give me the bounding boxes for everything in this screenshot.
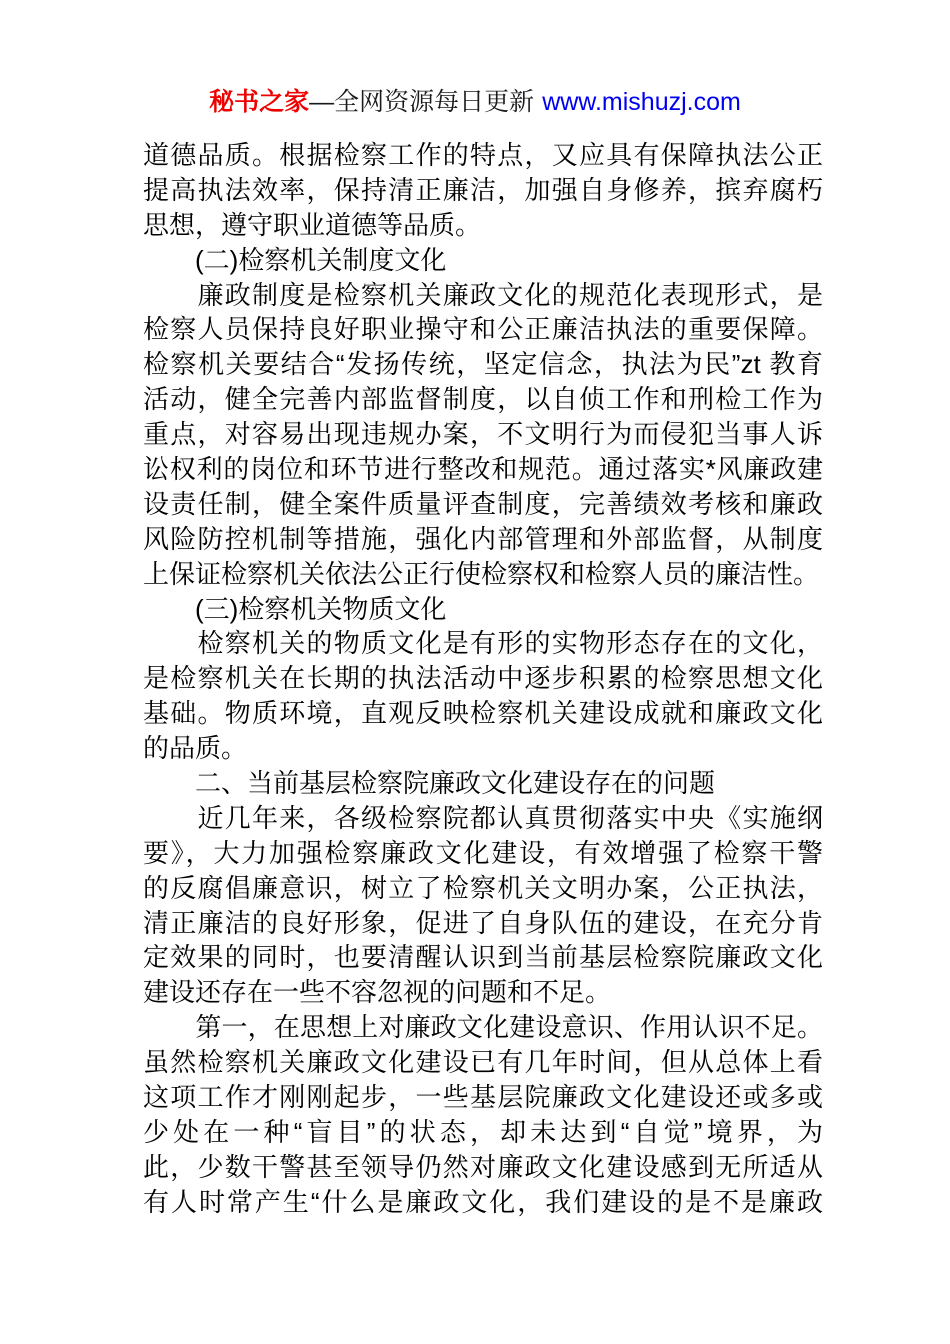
- header-separator: —: [309, 88, 335, 116]
- document-body: [143, 138, 823, 1220]
- text-line: 设责任制，健全案件质量评查制度，完善绩效考核和廉政: [143, 488, 823, 519]
- section-heading: (二)检察机关制度文化: [143, 244, 447, 275]
- text-line: 提高执法效率，保持清正廉洁，加强自身修养，摈弃腐朽: [143, 174, 823, 205]
- text-line: 此，少数干警甚至领导仍然对廉政文化建设感到无所适从: [143, 1151, 823, 1182]
- text-line: 上保证检察机关依法公正行使检察权和检察人员的廉洁性。: [143, 558, 820, 589]
- site-url-link[interactable]: www.mishuzj.com: [542, 88, 741, 116]
- text-line: 检察人员保持良好职业操守和公正廉洁执法的重要保障。: [143, 314, 823, 345]
- text-line: 的反腐倡廉意识，树立了检察机关文明办案，公正执法，: [143, 872, 823, 903]
- text-line: 有人时常产生“什么是廉政文化，我们建设的是不是廉政: [143, 1186, 823, 1217]
- text-line: 少处在一种“盲目”的状态，却未达到“自觉”境界，为: [143, 1116, 823, 1147]
- text-line: 近几年来，各级检察院都认真贯彻落实中央《实施纲: [143, 802, 823, 833]
- text-line: 讼权利的岗位和环节进行整改和规范。通过落实*风廉政建: [143, 454, 823, 485]
- text-line: 这项工作才刚刚起步，一些基层院廉政文化建设还或多或: [143, 1082, 823, 1113]
- text-line: 清正廉洁的良好形象，促进了自身队伍的建设，在充分肯: [143, 907, 823, 938]
- text-line: 检察机关的物质文化是有形的实物形态存在的文化，: [143, 628, 823, 659]
- text-line: 第一，在思想上对廉政文化建设意识、作用认识不足。: [143, 1012, 823, 1043]
- text-line: 道德品质。根据检察工作的特点，又应具有保障执法公正: [143, 140, 823, 170]
- text-line: 定效果的同时，也要清醒认识到当前基层检察院廉政文化: [143, 942, 823, 973]
- text-line: 风险防控机制等措施，强化内部管理和外部监督，从制度: [143, 523, 823, 554]
- site-header: [0, 86, 950, 118]
- text-line: 要》，大力加强检察廉政文化建设，有效增强了检察干警: [143, 837, 823, 868]
- text-line: 廉政制度是检察机关廉政文化的规范化表现形式，是: [143, 279, 823, 310]
- text-line: 建设还存在一些不容忽视的问题和不足。: [143, 977, 612, 1008]
- text-line: 重点，对容易出现违规办案，不文明行为而侵犯当事人诉: [143, 419, 823, 450]
- text-line: 基础。物质环境，直观反映检察机关建设成就和廉政文化: [143, 698, 823, 729]
- site-brand: 秘书之家: [209, 88, 310, 116]
- text-line: 思想，遵守职业道德等品质。: [143, 209, 482, 240]
- section-heading: (三)检察机关物质文化: [143, 593, 447, 624]
- text-line: 活动，健全完善内部监督制度，以自侦工作和刑检工作为: [143, 384, 823, 415]
- section-heading: 二、当前基层检察院廉政文化建设存在的问题: [143, 768, 716, 799]
- text-line: 是检察机关在长期的执法活动中逐步积累的检察思想文化: [143, 663, 823, 694]
- header-tagline: 全网资源每日更新: [334, 88, 535, 116]
- text-line: 检察机关要结合“发扬传统，坚定信念，执法为民”zt 教育: [143, 349, 823, 380]
- text-line: 虽然检察机关廉政文化建设已有几年时间，但从总体上看: [143, 1047, 823, 1078]
- text-line: 的品质。: [143, 733, 248, 764]
